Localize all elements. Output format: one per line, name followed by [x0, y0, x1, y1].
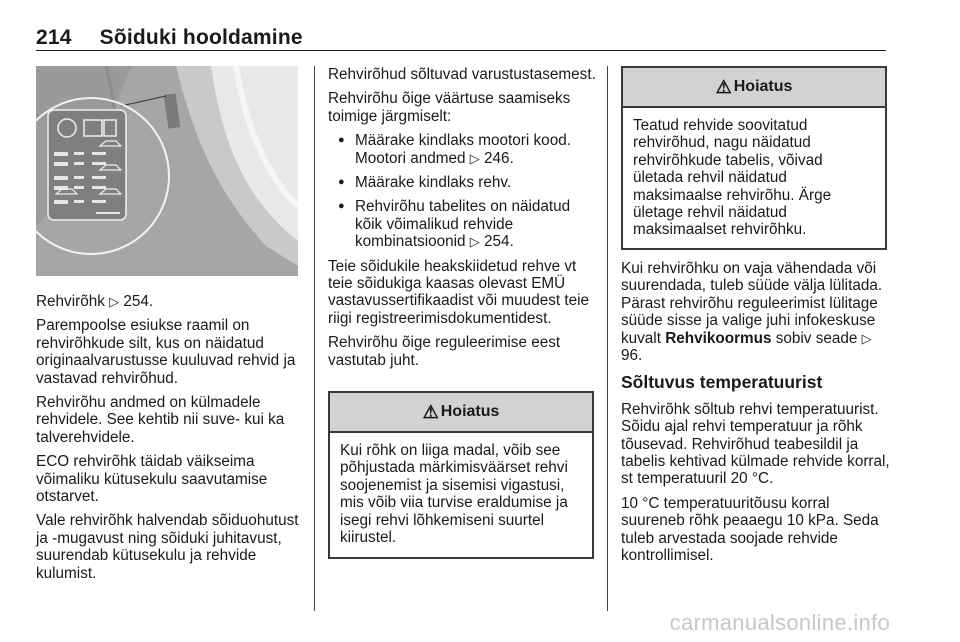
column-divider-1: [314, 66, 315, 611]
list-item: ● Määrake kindlaks rehv.: [328, 174, 596, 191]
tyre-pressure-label-photo: [36, 66, 298, 276]
paragraph-pressure-ref: Rehvirõhk ▷ 254.: [36, 293, 154, 310]
reference-arrow-icon: ▷: [469, 234, 480, 250]
paragraph-driver-responsibility: Rehvirõhu õige reguleerimise eest vastutab juht.: [328, 334, 561, 369]
watermark: carmanualsonline.info: [669, 610, 890, 635]
column-1: [36, 293, 302, 589]
list-item: ● Rehvirõhu tabelites on näidatud kõik võimalikud rehvide kombinatsioonid ▷ 254.: [328, 198, 596, 250]
column-3: [621, 260, 893, 572]
paragraph-temperature: Rehvirõhk sõltub rehvi temperatuurist. Sõidu ajal rehvi temperatuur ja rõhk tõusevad. Rehvirõhud teabesildil ja tabelis kehtivad külmade rehvide korral, st temperatuuril 20 °C.: [621, 400, 890, 488]
reference-arrow-icon: ▷: [469, 150, 480, 166]
paragraph-adjust-pressure: Kui rehvirõhku on vaja vähendada või suurendada, tuleb süüde välja lülitada. Pärast rehvirõhu reguleerimist lülitage süüde sisse ja valige juhi infokeskuse kuvalt Rehvikoormus sobiv seade ▷ 96.: [621, 260, 883, 365]
menu-name-tyre-load: Rehvikoormus: [665, 329, 772, 347]
page-title: Sõiduki hooldamine: [99, 26, 303, 49]
page-number: 214: [36, 26, 72, 49]
page-reference-link[interactable]: 254.: [484, 233, 514, 251]
paragraph-eco-pressure: ECO rehvirõhk täidab väikseima võimaliku kütusekulu saavutamise otstarvet.: [36, 453, 268, 506]
page-reference-link[interactable]: 96.: [621, 347, 643, 365]
reference-arrow-icon: ▷: [109, 294, 120, 309]
paragraph-equipment: Rehvirõhud sõltuvad varustustasemest.: [328, 66, 596, 83]
warning-text: Teatud rehvide soovitatud rehvirõhud, nagu näidatud rehvirõhkude tabelis, võivad ületada rehvil näidatud maksimaalse rehvirõhu. Ärge ületage rehvil näidatud maksimaalset rehvirõhku.: [633, 117, 832, 239]
warning-header: ⚠ Hoiatus: [623, 68, 885, 108]
procedure-list: [328, 132, 596, 250]
page-reference-link[interactable]: 254.: [123, 293, 154, 310]
warning-icon: ⚠: [715, 76, 732, 97]
paragraph-procedure-intro: Rehvirõhu õige väärtuse saamiseks toimige järgmiselt:: [328, 90, 571, 125]
column-divider-2: [607, 66, 608, 611]
header-rule: [36, 50, 886, 51]
page-header: [36, 26, 303, 50]
warning-icon: ⚠: [422, 401, 439, 422]
section-heading: Sõltuvus temperatuurist: [621, 372, 823, 393]
column-2: [328, 66, 596, 376]
paragraph-wrong-pressure: Vale rehvirõhk halvendab sõiduohutust ja -mugavust ning sõiduki juhitavust, suurendab kütusekulu ja rehvide kulumist.: [36, 512, 299, 582]
paragraph-door-label: Parempoolse esiukse raamil on rehvirõhkude silt, kus on näidatud originaalvarustusse kuuluvad rehvid ja vastavad rehvirõhud.: [36, 317, 296, 387]
list-item: ● Määrake kindlaks mootori kood. Mootori andmed ▷ 246.: [328, 132, 596, 167]
page-reference-link[interactable]: 246.: [484, 149, 514, 167]
reference-arrow-icon: ▷: [861, 330, 872, 346]
warning-header: ⚠ Hoiatus: [330, 393, 592, 433]
warning-text: Kui rõhk on liiga madal, võib see põhjustada märkimisväärset rehvi soojenemist ja sisemisi vigastusi, mis võib viia turvise eraldumise ja isegi rehvi lõhkemiseni suurtel kiirustel.: [340, 442, 568, 547]
paragraph-cold-tyres: Rehvirõhu andmed on külmadele rehvidele. See kehtib nii suve- kui ka talverehvidele.: [36, 394, 285, 446]
warning-box-max-pressure: [621, 66, 887, 250]
paragraph-temperature-rise: 10 °C temperatuuritõusu korral suureneb rõhk peaaegu 10 kPa. Seda tuleb arvestada soojade rehvide kontrollimisel.: [621, 494, 879, 565]
warning-box-low-pressure: [328, 391, 594, 559]
paragraph-approved-tyres: Teie sõidukile heakskiidetud rehve vt teie sõidukiga kaasas olevast EMÜ vastavussertifikaadist või muudest teie riigi registreerimisdokumentidest.: [328, 257, 590, 327]
